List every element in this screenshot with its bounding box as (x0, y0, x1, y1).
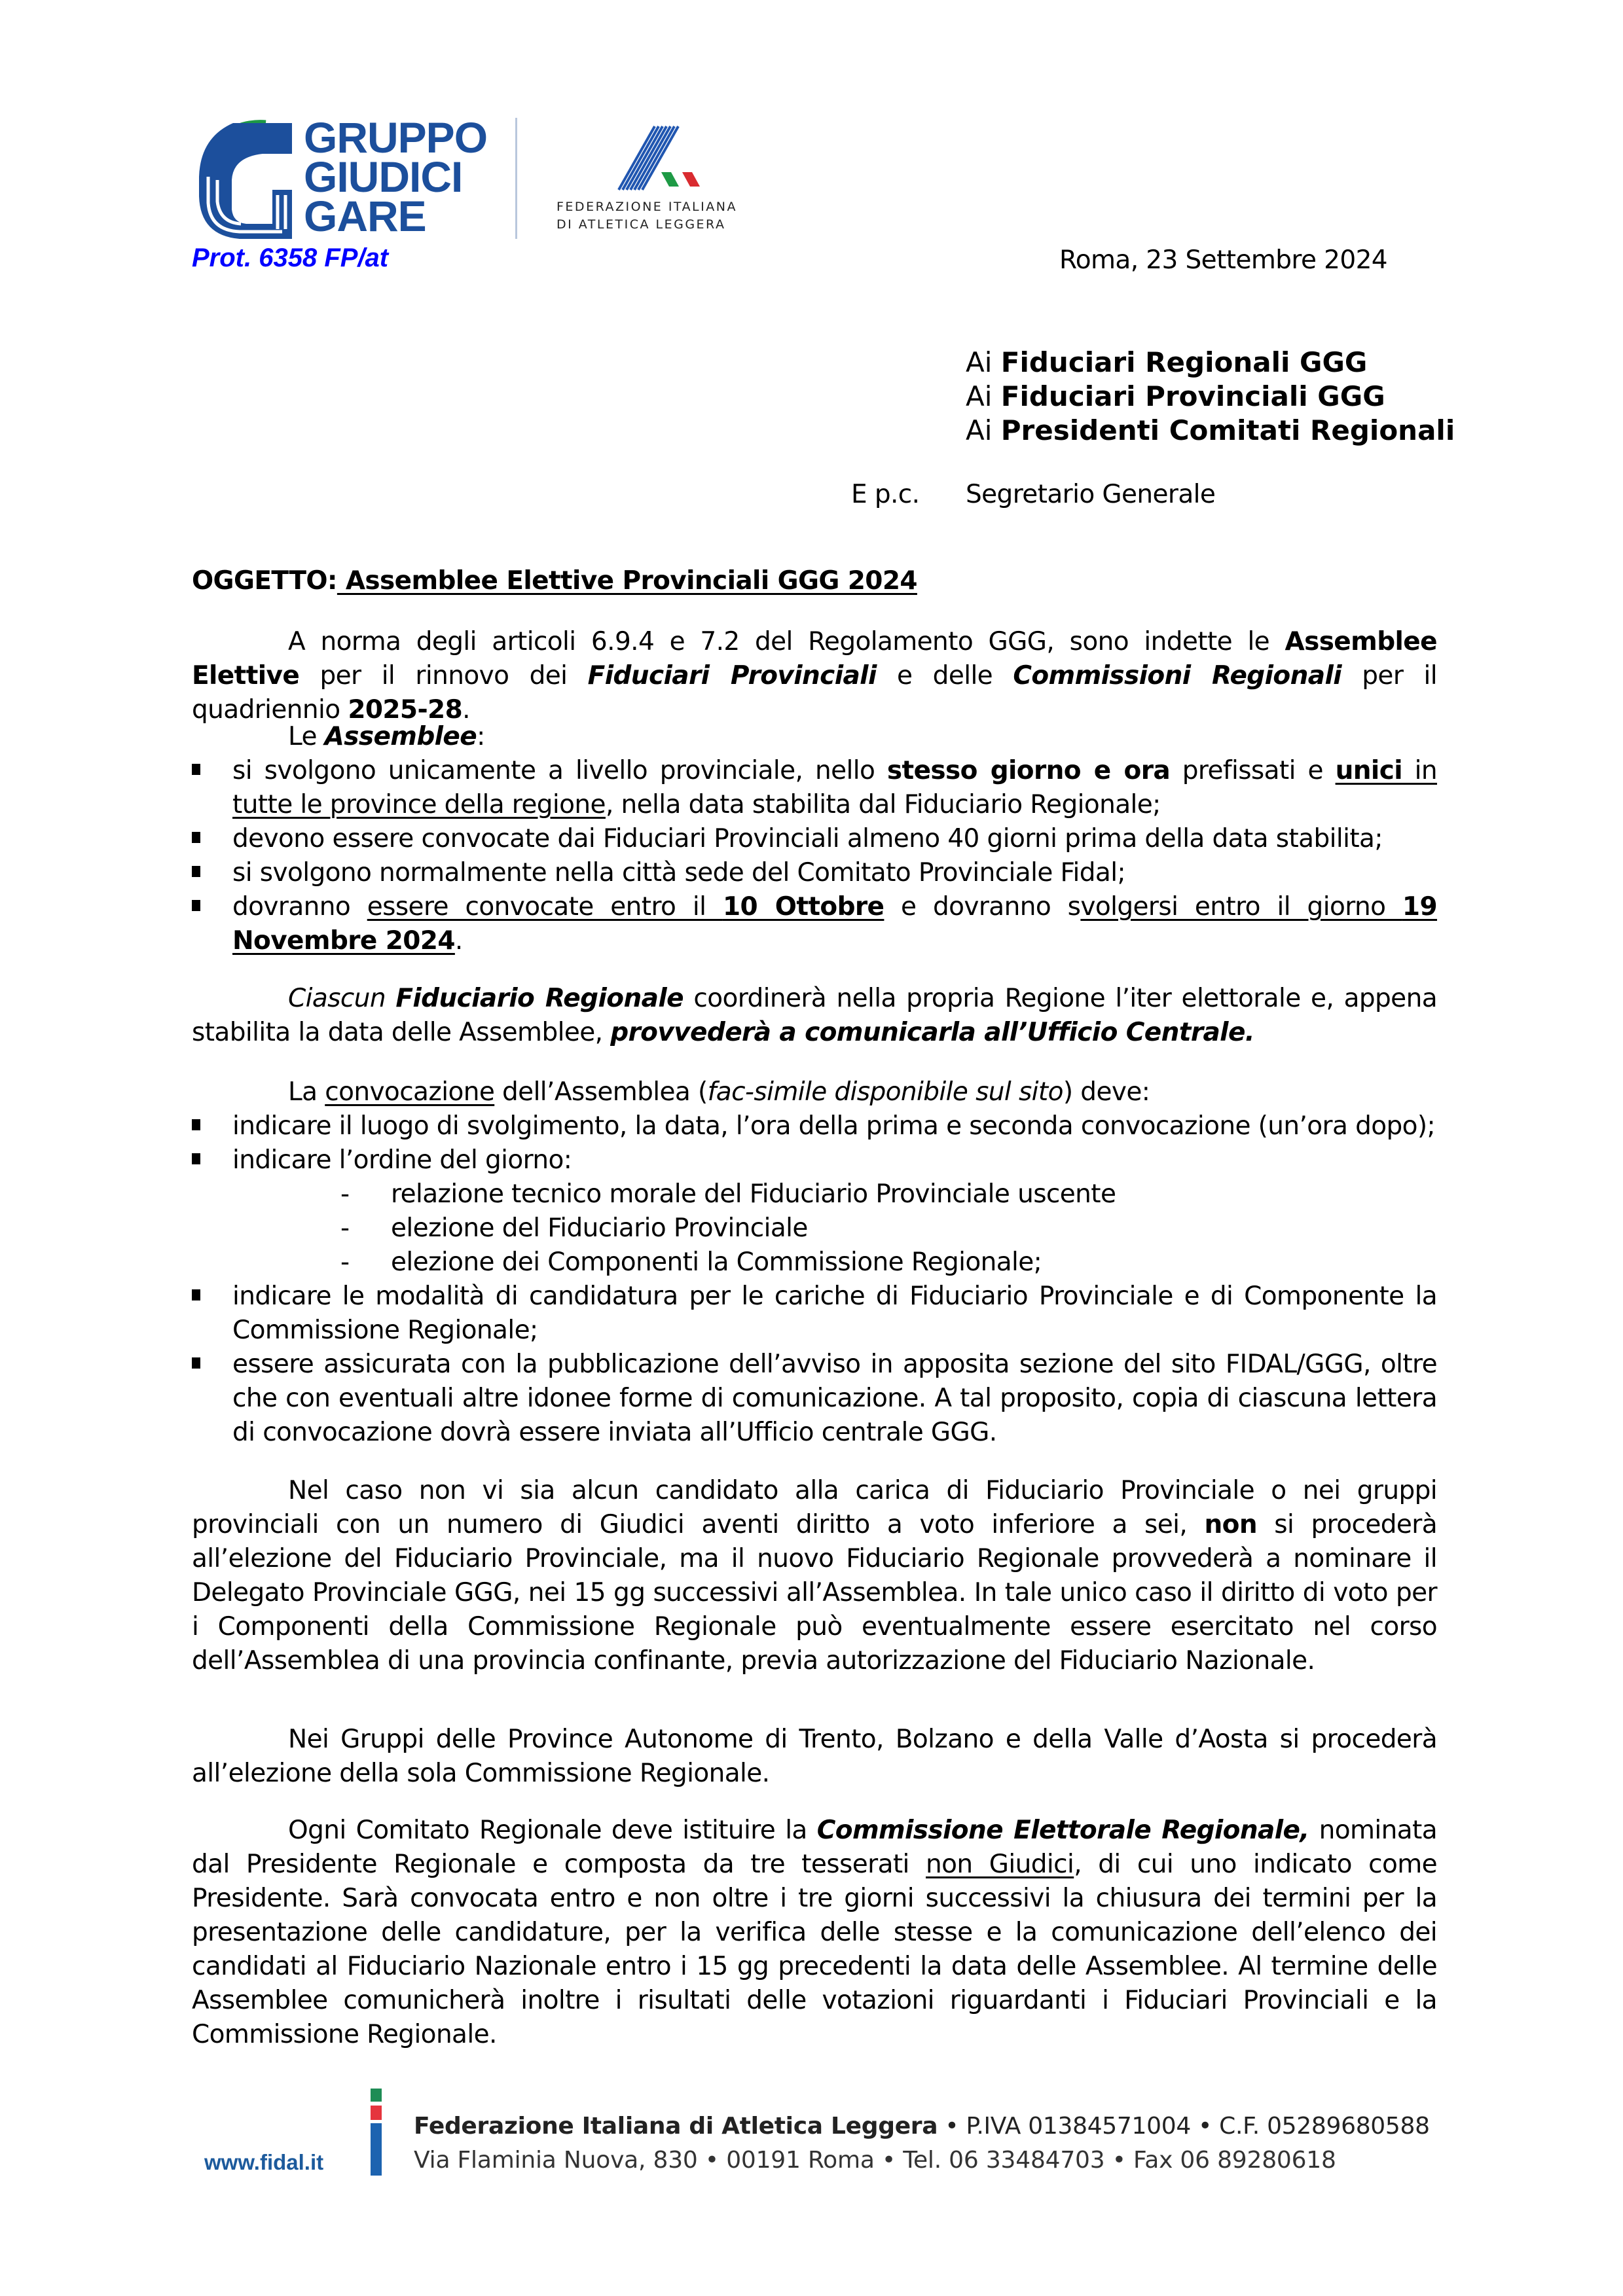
dash-bullet-icon: - (340, 1213, 350, 1243)
convocazione-bullet-3: indicare le modalità di candidatura per le cariche di Fiduciario Provinciale e di Componente la Commissione Regionale; (192, 1280, 1437, 1348)
ggg-g-emblem-icon (194, 118, 292, 239)
ggg-logo-line-3: GARE (304, 192, 426, 240)
assemblee-bullet-1: si svolgono unicamente a livello provinciale, nello stesso giorno e ora prefissati e unici in tutte le province della regione, nella data stabilita dal Fiduciario Regionale; (192, 754, 1437, 822)
fiduciario-paragraph: Ciascun Fiduciario Regionale coordinerà nella propria Regione l’iter elettorale e, appena stabilita la data delle Assemblee, provvederà a comunicarla all’Ufficio Centrale. (192, 984, 1437, 1047)
footer-flag-red (371, 2106, 382, 2120)
agenda-item-1: - relazione tecnico morale del Fiduciario Provinciale uscente (340, 1177, 1116, 1211)
subject-line (192, 564, 917, 598)
square-bullet-icon (192, 832, 200, 843)
footer-flag-blue (371, 2123, 382, 2176)
assemblee-lead: Le Assemblee: (288, 722, 485, 751)
recipients-block (966, 346, 1455, 448)
convocazione-lead: La convocazione dell’Assemblea (fac-simile disponibile sul sito) deve: (288, 1077, 1150, 1107)
agenda-item-2: - elezione del Fiduciario Provinciale (340, 1211, 808, 1246)
agenda-item-3: - elezione dei Componenti la Commissione Regionale; (340, 1246, 1042, 1280)
recipient-3: Ai Presidenti Comitati Regionali (966, 414, 1455, 446)
footer-tel: Tel. 06 33484703 (903, 2147, 1105, 2174)
footer-piva: P.IVA 01384571004 (966, 2113, 1191, 2140)
fidal-caption-line-1: FEDERAZIONE ITALIANA (556, 200, 737, 214)
fidal-athletics-track-icon (543, 121, 740, 193)
subject-label: OGGETTO: (192, 566, 337, 596)
footer-line-2: Via Flaminia Nuova, 830 • 00191 Roma • Tel. 06 33484703 • Fax 06 89280618 (414, 2147, 1336, 2174)
no-candidate-paragraph: Nel caso non vi sia alcun candidato alla carica di Fiduciario Provinciale o nei gruppi provinciali con un numero di Giudici aventi diritto a voto inferiore a sei, non si procederà all’elezione del Fiduciario Provinciale, ma il nuovo Fiduciario Regionale provvederà a nominare il Delegato Provinciale GGG, nei 15 gg successivi all’Assemblea. In tale unico caso il diritto di voto per i Componenti della Commissione Regionale può eventualmente essere esercitato nel corso dell’Assemblea di una provincia confinante, previa autorizzazione del Fiduciario Nazionale. (192, 1476, 1438, 1676)
convocazione-bullet-4: essere assicurata con la pubblicazione dell’avviso in apposita sezione del sito FIDAL/GGG, oltre che con eventuali altre idonee forme di comunicazione. A tal proposito, copia di ciascuna lettera di convocazione dovrà essere inviata all’Ufficio centrale GGG. (192, 1348, 1437, 1450)
square-bullet-icon (192, 1289, 200, 1300)
ggg-logo-line-1: GRUPPO (304, 113, 488, 162)
footer-separator: • (945, 2113, 959, 2140)
footer-cap-city: 00191 Roma (726, 2147, 875, 2174)
ggg-logo-line-2: GIUDICI (304, 152, 463, 201)
fidal-logo (543, 121, 740, 239)
subject-text: Assemblee Elettive Provinciali GGG 2024 (337, 566, 917, 596)
logo-divider (515, 118, 517, 239)
fidal-caption-line-2: DI ATLETICA LEGGERA (556, 217, 726, 232)
ggg-logo (194, 113, 495, 240)
electoral-commission-paragraph: Ogni Comitato Regionale deve istituire la Commissione Elettorale Regionale, nominata dal Presidente Regionale e composta da tre tesserati non Giudici, di cui uno indicato come Presidente. Sarà convocata entro e non oltre i tre giorni successivi la chiusura dei termini per la presentazione delle candidature, per la verifica delle stesse e la comunicazione dell’elenco dei candidati al Fiduciario Nazionale entro i 15 gg precedenti la data delle Assemblee. Al termine delle Assemblee comunicherà inoltre i risultati delle votazioni riguardanti i Fiduciari Provinciali e la Commissione Regionale. (192, 1816, 1437, 2049)
footer-fax: Fax 06 89280618 (1133, 2147, 1336, 2174)
assemblee-bullet-2: devono essere convocate dai Fiduciari Provinciali almeno 40 giorni prima della data stabilita; (192, 822, 1437, 856)
footer-line-1 (414, 2113, 1430, 2140)
footer-separator: • (1198, 2113, 1213, 2140)
cc-label: E p.c. (851, 480, 920, 509)
recipient-2: Ai Fiduciari Provinciali GGG (966, 380, 1385, 412)
square-bullet-icon (192, 1153, 200, 1164)
square-bullet-icon (192, 1119, 200, 1130)
intro-paragraph: A norma degli articoli 6.9.4 e 7.2 del Regolamento GGG, sono indette le Assemblee Elettive per il rinnovo dei Fiduciari Provinciali e delle Commissioni Regionali per il quadriennio 2025-28. (192, 627, 1437, 725)
dash-bullet-icon: - (340, 1179, 350, 1209)
square-bullet-icon (192, 866, 200, 877)
dash-bullet-icon: - (340, 1247, 350, 1277)
recipient-name: Fiduciari Provinciali GGG (1000, 380, 1385, 412)
square-bullet-icon (192, 764, 200, 775)
place-date: Roma, 23 Settembre 2024 (1059, 245, 1388, 275)
recipient-name: Fiduciari Regionali GGG (1000, 346, 1368, 378)
autonomous-provinces-paragraph: Nei Gruppi delle Province Autonome di Trento, Bolzano e della Valle d’Aosta si procederà all’elezione della sola Commissione Regionale. (192, 1725, 1437, 1788)
convocazione-bullet-2: indicare l’ordine del giorno: (192, 1143, 1437, 1177)
protocol-number: Prot. 6358 FP/at (192, 243, 389, 272)
footer-cf: C.F. 05289680588 (1219, 2113, 1430, 2140)
fidal-website-link[interactable]: www.fidal.it (204, 2150, 324, 2174)
cc-recipient: Segretario Generale (966, 480, 1216, 509)
footer-flag-green (371, 2089, 382, 2102)
assemblee-bullet-4: dovranno essere convocate entro il 10 Ottobre e dovranno svolgersi entro il giorno 19 Novembre 2024. (192, 890, 1437, 958)
footer-address: Via Flaminia Nuova, 830 (414, 2147, 698, 2174)
convocazione-bullet-1: indicare il luogo di svolgimento, la data, l’ora della prima e seconda convocazione (un’ora dopo); (192, 1109, 1437, 1143)
recipient-name: Presidenti Comitati Regionali (1000, 414, 1455, 446)
footer-org: Federazione Italiana di Atletica Leggera (414, 2113, 938, 2140)
square-bullet-icon (192, 1357, 200, 1369)
square-bullet-icon (192, 900, 200, 911)
recipient-1: Ai Fiduciari Regionali GGG (966, 346, 1368, 378)
assemblee-bullet-3: si svolgono normalmente nella città sede del Comitato Provinciale Fidal; (192, 856, 1437, 890)
